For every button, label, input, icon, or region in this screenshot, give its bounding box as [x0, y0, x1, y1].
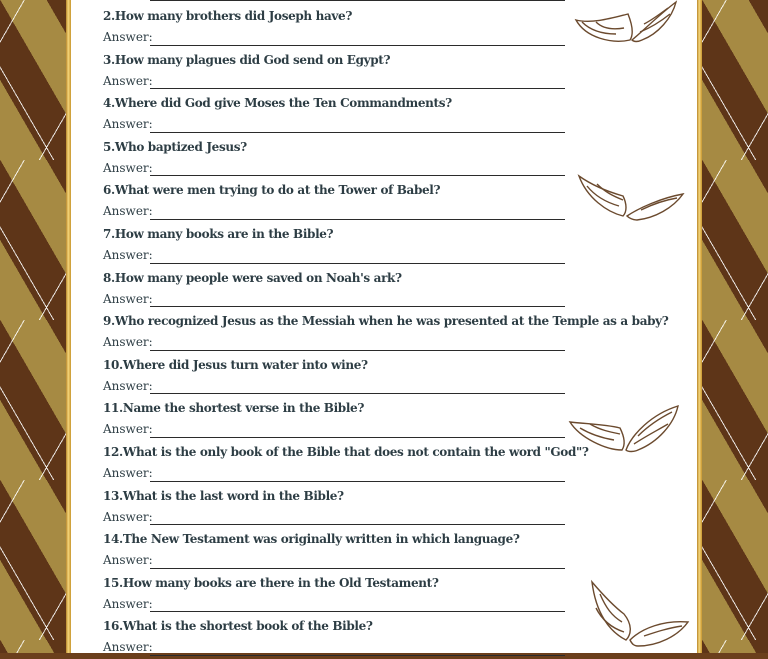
- answer-line[interactable]: [150, 132, 565, 133]
- answer-label: Answer:: [103, 422, 153, 437]
- answer-line[interactable]: [150, 350, 565, 351]
- question-text: 5.Who baptized Jesus?: [103, 139, 247, 154]
- answer-label: Answer:: [103, 509, 153, 524]
- answer-line[interactable]: [150, 306, 565, 307]
- quiz-item: [103, 572, 623, 616]
- question-text: 11.Name the shortest verse in the Bible?: [103, 401, 365, 416]
- answer-line[interactable]: [150, 45, 565, 46]
- angel-wings-icon: [572, 0, 682, 50]
- angel-wings-icon: [586, 578, 692, 648]
- answer-row: [103, 245, 623, 267]
- question-text: 4.Where did God give Moses the Ten Commandments?: [103, 96, 452, 111]
- question-text: 15.How many books are there in the Old Testament?: [103, 575, 439, 590]
- quiz-item: [103, 485, 623, 529]
- answer-label: Answer:: [103, 291, 153, 306]
- answer-row: [103, 27, 623, 49]
- answer-label: Answer:: [103, 640, 153, 655]
- quiz-item: [103, 223, 623, 267]
- answer-label: Answer:: [103, 30, 153, 44]
- quiz-item: [103, 267, 623, 311]
- question-text: 12.What is the only book of the Bible that does not contain the word "God"?: [103, 445, 589, 459]
- argyle-border-left: [0, 0, 66, 653]
- argyle-border-right: [702, 0, 768, 653]
- question-text: 10.Where did Jesus turn water into wine?: [103, 357, 368, 372]
- quiz-item: [103, 49, 623, 93]
- question-text: 9.Who recognized Jesus as the Messiah when he was presented at the Temple as a baby?: [103, 314, 669, 329]
- answer-row: [103, 332, 623, 354]
- answer-line[interactable]: [150, 437, 565, 438]
- answer-line[interactable]: [150, 568, 565, 569]
- answer-line[interactable]: [150, 524, 565, 525]
- answer-line[interactable]: [150, 263, 565, 264]
- question-text: 16.What is the shortest book of the Bible?: [103, 619, 373, 634]
- question-text: 7.How many books are in the Bible?: [103, 227, 334, 241]
- answer-line[interactable]: [150, 393, 565, 394]
- answer-label: Answer:: [103, 160, 153, 175]
- answer-row: [103, 158, 623, 180]
- answer-row: [103, 507, 623, 529]
- answer-line[interactable]: [150, 611, 565, 612]
- question-text: 6.What were men trying to do at the Tower of Babel?: [103, 183, 441, 198]
- quiz-item: [103, 354, 623, 398]
- question-text: 14.The New Testament was originally written in which language?: [103, 532, 520, 547]
- quiz-item: [103, 92, 623, 136]
- quiz-item: [103, 310, 669, 354]
- answer-row: [103, 376, 623, 398]
- answer-label: Answer:: [103, 117, 153, 132]
- angel-wings-icon: [575, 172, 687, 224]
- quiz-item: [103, 615, 623, 659]
- answer-row: [103, 637, 623, 659]
- quiz-item: [103, 179, 623, 223]
- gold-trim-right: [697, 0, 702, 653]
- answer-label: Answer:: [103, 378, 153, 393]
- quiz-item: [103, 528, 623, 572]
- answer-line[interactable]: [150, 655, 565, 656]
- answer-line[interactable]: [150, 175, 565, 176]
- quiz-item: [103, 397, 623, 441]
- answer-label: Answer:: [103, 553, 153, 568]
- question-text: 2.How many brothers did Joseph have?: [103, 9, 353, 23]
- answer-row: [103, 463, 623, 485]
- answer-line[interactable]: [150, 88, 565, 89]
- answer-label: Answer:: [103, 73, 153, 88]
- angel-wings-icon: [568, 402, 682, 454]
- answer-label: Answer:: [103, 335, 153, 350]
- answer-line[interactable]: [150, 219, 565, 220]
- answer-row: [103, 289, 623, 311]
- answer-label: Answer:: [103, 466, 153, 480]
- answer-row: [103, 419, 623, 441]
- question-text: 13.What is the last word in the Bible?: [103, 488, 344, 503]
- answer-row: [103, 114, 623, 136]
- answer-label: Answer:: [103, 248, 153, 262]
- quiz-item: [103, 136, 623, 180]
- answer-label: Answer:: [103, 204, 153, 219]
- quiz-item: [103, 5, 623, 49]
- question-text: 8.How many people were saved on Noah's ark?: [103, 270, 402, 285]
- question-text: 3.How many plagues did God send on Egypt?: [103, 52, 391, 67]
- answer-label: Answer:: [103, 596, 153, 611]
- answer-row: [103, 550, 623, 572]
- answer-row: [103, 594, 623, 616]
- answer-line[interactable]: [150, 481, 565, 482]
- answer-row: [103, 201, 623, 223]
- quiz-item: [103, 441, 623, 485]
- answer-row: [103, 71, 623, 93]
- answer-line: [150, 0, 565, 1]
